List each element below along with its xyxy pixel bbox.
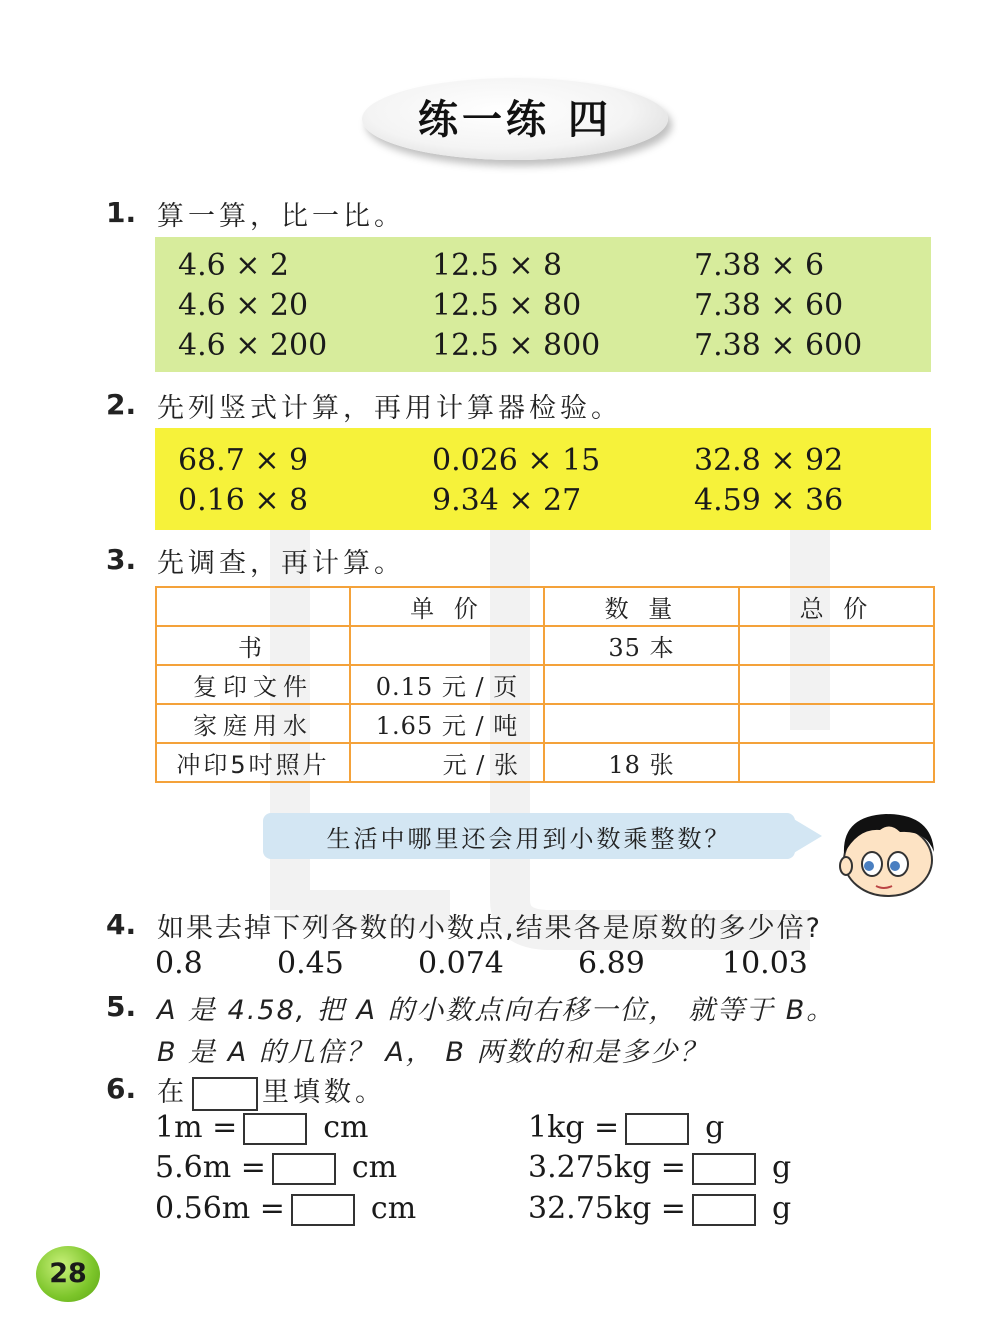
table-header-cell <box>156 587 350 626</box>
q6-left-row <box>155 1110 368 1145</box>
table-cell: 冲印5吋照片 <box>156 743 350 782</box>
table-cell <box>739 704 934 743</box>
q1-expr: 4.6 × 20 <box>178 288 309 323</box>
answer-input-box[interactable] <box>692 1153 756 1185</box>
table-cell: 复印文件 <box>156 665 350 704</box>
q6-lhs: 0.56m = <box>155 1191 285 1226</box>
q6-right-row <box>528 1110 724 1145</box>
table-cell: 18 张 <box>544 743 739 782</box>
table-cell <box>739 743 934 782</box>
q6-left-row <box>155 1150 397 1185</box>
q3-text: 先调查，再计算。 <box>157 548 405 579</box>
q6-right-row <box>528 1150 791 1185</box>
q2-expr: 9.34 × 27 <box>432 483 582 518</box>
table-cell <box>350 626 544 665</box>
q1-expr: 12.5 × 8 <box>432 248 563 283</box>
q5-number: 5. <box>106 990 137 1023</box>
q6-lhs: 32.75kg = <box>528 1191 686 1226</box>
table-header-row <box>156 587 934 626</box>
table-cell: 家庭用水 <box>156 704 350 743</box>
table-cell: 1.65 元 / 吨 <box>350 704 544 743</box>
q6-unit: cm <box>370 1191 417 1226</box>
q1-expr: 4.6 × 200 <box>178 328 328 363</box>
q6-lhs: 5.6m = <box>155 1150 266 1185</box>
table-cell <box>739 626 934 665</box>
q4-value: 0.45 <box>277 946 344 981</box>
q5-line1: A 是 4.58, 把 A 的小数点向右移一位， 就等于 B。 <box>157 995 836 1026</box>
q6-unit: cm <box>323 1110 369 1145</box>
q1-expr: 7.38 × 6 <box>694 248 825 283</box>
q4-number: 4. <box>106 908 137 941</box>
q2-expr: 0.16 × 8 <box>178 483 309 518</box>
table-cell: 书 <box>156 626 350 665</box>
q1-text: 算一算，比一比。 <box>157 201 405 232</box>
page-title: 练一练 四 <box>418 97 612 143</box>
table-header-cell: 单 价 <box>350 587 544 626</box>
q3-number: 3. <box>106 543 137 576</box>
table-header-cell: 数 量 <box>544 587 739 626</box>
speech-bubble-tail <box>792 818 822 854</box>
q2-number: 2. <box>106 388 137 421</box>
q1-expr: 7.38 × 60 <box>694 288 844 323</box>
q2-text: 先列竖式计算，再用计算器检验。 <box>157 393 622 424</box>
q6-number: 6. <box>106 1072 137 1105</box>
q4-value: 6.89 <box>578 946 645 981</box>
q6-left-row <box>155 1191 416 1226</box>
q1-expr: 12.5 × 800 <box>432 328 601 363</box>
q6-unit: g <box>771 1191 792 1226</box>
table-row <box>156 665 934 704</box>
q2-expr: 32.8 × 92 <box>694 443 844 478</box>
q6-lhs: 1kg = <box>528 1110 620 1145</box>
speech-bubble-text: 生活中哪里还会用到小数乘整数？ <box>326 825 732 853</box>
answer-input-box[interactable] <box>625 1113 689 1145</box>
q6-unit: cm <box>351 1150 398 1185</box>
q1-expr: 4.6 × 2 <box>178 248 290 283</box>
survey-table <box>155 586 935 783</box>
answer-input-box[interactable] <box>692 1194 756 1226</box>
cartoon-boy-icon <box>830 808 942 898</box>
answer-input-box[interactable] <box>243 1113 307 1145</box>
page-number: 28 <box>49 1258 87 1289</box>
q6-instruction <box>157 1070 386 1111</box>
q6-right-row <box>528 1191 791 1226</box>
q4-text: 如果去掉下列各数的小数点,结果各是原数的多少倍? <box>157 913 822 944</box>
table-header-cell: 总 价 <box>739 587 934 626</box>
table-cell <box>544 665 739 704</box>
q6-unit: g <box>705 1110 725 1145</box>
q1-number: 1. <box>106 196 137 229</box>
q2-expr: 68.7 × 9 <box>178 443 309 478</box>
q4-value: 0.8 <box>155 946 203 981</box>
sample-answer-box <box>192 1077 258 1111</box>
q1-expr: 12.5 × 80 <box>432 288 582 323</box>
table-row <box>156 704 934 743</box>
table-cell: 35 本 <box>544 626 739 665</box>
q6-text-after: 里填数。 <box>262 1077 386 1108</box>
table-cell: 0.15 元 / 页 <box>350 665 544 704</box>
q6-unit: g <box>771 1150 792 1185</box>
answer-input-box[interactable] <box>272 1153 336 1185</box>
q1-expr: 7.38 × 600 <box>694 328 863 363</box>
table-row <box>156 626 934 665</box>
table-cell: 元 / 张 <box>350 743 544 782</box>
table-cell <box>544 704 739 743</box>
q6-text-before: 在 <box>157 1077 188 1108</box>
q4-value: 10.03 <box>722 946 808 981</box>
table-row <box>156 743 934 782</box>
q6-lhs: 3.275kg = <box>528 1150 686 1185</box>
q5-line2: B 是 A 的几倍？ A， B 两数的和是多少？ <box>157 1037 709 1068</box>
q6-lhs: 1m = <box>155 1110 238 1145</box>
answer-input-box[interactable] <box>291 1194 355 1226</box>
table-cell <box>739 665 934 704</box>
q4-value: 0.074 <box>418 946 504 981</box>
q2-expr: 4.59 × 36 <box>694 483 844 518</box>
q2-expr: 0.026 × 15 <box>432 443 601 478</box>
